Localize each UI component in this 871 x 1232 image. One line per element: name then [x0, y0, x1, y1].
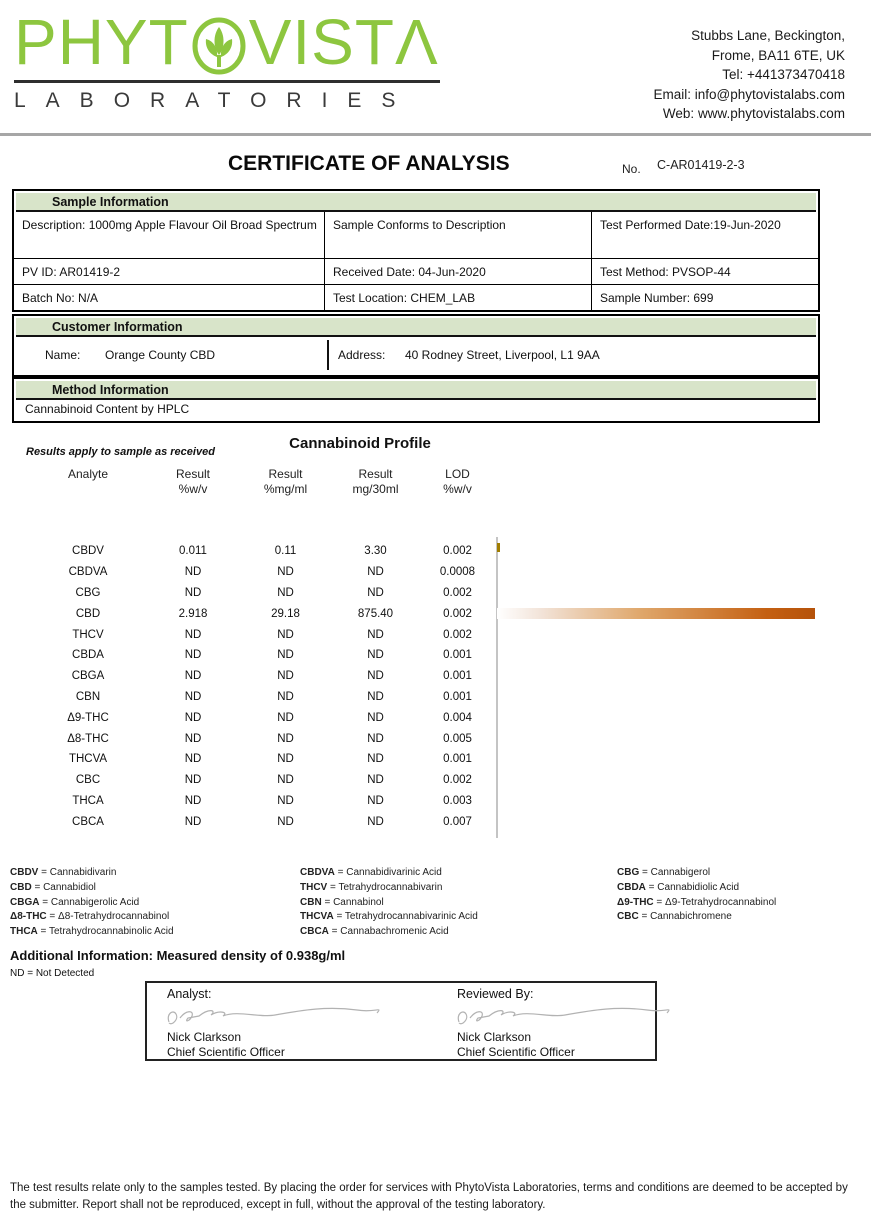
signature-box [145, 981, 657, 1061]
abbreviation-code: CBN [300, 896, 322, 908]
page-title: CERTIFICATE OF ANALYSIS [228, 152, 510, 175]
customer-information-section [12, 314, 820, 377]
cell-result-mgml: ND [277, 711, 294, 724]
cell-result-mgml: 0.11 [274, 545, 297, 558]
cell-result-mgml: ND [277, 586, 294, 599]
cell-analyte: Δ8-THC [67, 732, 109, 745]
cell-result-mg30ml: 875.40 [357, 607, 394, 620]
analyte-row [30, 687, 871, 708]
cell-analyte: THCVA [68, 753, 108, 766]
abbreviation-item: CBDVA = Cannabidivarinic Acid [300, 867, 442, 878]
cell-result-mg30ml: ND [367, 711, 384, 724]
contact-line: Tel: +441373470418 [722, 67, 845, 82]
sample-info-cell: Description: 1000mg Apple Flavour Oil Broad Spectrum [14, 212, 325, 258]
column-header [30, 467, 146, 497]
abbreviations-column-3 [617, 866, 776, 925]
abbreviation-item: CBC = Cannabichromene [617, 911, 732, 923]
analyte-row [30, 811, 871, 832]
cell-result-mgml: ND [277, 670, 294, 683]
analyte-row [30, 645, 871, 666]
abbreviations-column-2 [300, 866, 478, 940]
sample-info-cell: Test Performed Date:19-Jun-2020 [600, 218, 781, 232]
cell-lod: 0.001 [443, 753, 472, 766]
analyst-title: Chief Scientific Officer [167, 1045, 285, 1059]
abbreviation-item: CBCA = Cannabachromenic Acid [300, 926, 449, 938]
cell-lod: 0.0008 [439, 566, 476, 579]
abbreviations-column-1 [10, 866, 174, 940]
column-header-line2: %w/v [178, 482, 208, 496]
cell-result-wv: ND [184, 566, 202, 579]
cell-lod: 0.007 [443, 815, 472, 828]
abbreviation-code: CBGA [10, 896, 40, 908]
cell-result-wv: ND [184, 794, 202, 807]
abbreviation-item: THCA = Tetrahydrocannabinolic Acid [10, 926, 174, 938]
cell-result-mgml: ND [277, 774, 294, 787]
cell-result-mg30ml: ND [367, 753, 384, 766]
result-bar [497, 608, 815, 619]
cell-analyte: THCA [72, 794, 104, 807]
cell-analyte: CBD [75, 607, 101, 620]
customer-divider [327, 340, 329, 370]
certificate-no-value: C-AR01419-2-3 [657, 158, 745, 172]
cell-result-mg30ml: 3.30 [364, 545, 387, 558]
contact-line: Stubbs Lane, Beckington, [691, 28, 845, 43]
nd-note: ND = Not Detected [10, 968, 95, 979]
cell-result-wv: 2.918 [178, 607, 208, 620]
reviewer-title: Chief Scientific Officer [457, 1045, 575, 1059]
column-header-line2: %w/v [443, 482, 472, 496]
results-note: Results apply to sample as received [26, 446, 215, 458]
sample-info-cell: Test Location: CHEM_LAB [325, 284, 592, 310]
cell-result-wv: ND [184, 670, 202, 683]
profile-table [0, 541, 871, 832]
analyte-row [30, 728, 871, 749]
cell-result-mg30ml: ND [367, 794, 384, 807]
cell-lod: 0.001 [443, 690, 472, 703]
logo-subtitle: LABORATORIES [14, 80, 440, 113]
abbreviation-item: THCV = Tetrahydrocannabivarin [300, 881, 443, 893]
cell-result-wv: ND [184, 649, 202, 662]
cell-lod: 0.001 [443, 649, 472, 662]
abbreviation-code: THCV [300, 881, 328, 893]
analyte-row [30, 707, 871, 728]
column-header-line1: Result [268, 467, 303, 481]
sample-info-cell: Batch No: N/A [14, 284, 325, 310]
column-header-line1: Analyte [67, 467, 109, 481]
cell-analyte: CBDA [72, 649, 104, 662]
cell-analyte: CBDV [72, 545, 104, 558]
abbreviation-item: CBGA = Cannabigerolic Acid [10, 896, 140, 908]
cell-analyte: CBG [75, 586, 101, 599]
analyte-row [30, 603, 871, 624]
cell-result-mgml: 29.18 [271, 607, 300, 620]
column-header-line1: Result [175, 467, 210, 481]
cell-result-mgml: ND [277, 690, 294, 703]
abbreviation-code: CBG [617, 867, 640, 878]
abbreviation-code: CBDV [10, 867, 39, 878]
column-header [420, 467, 495, 497]
abbreviation-code: Δ9-THC [617, 896, 654, 908]
abbreviation-code: CBD [10, 881, 32, 893]
cell-result-mgml: ND [277, 753, 294, 766]
column-header [240, 467, 331, 497]
cell-result-mgml: ND [277, 628, 294, 641]
sample-info-cell: Test Method: PVSOP-44 [592, 258, 818, 284]
customer-information-header: Customer Information [16, 318, 816, 337]
column-header [331, 467, 420, 497]
abbreviation-code: CBC [617, 911, 639, 923]
additional-information: Additional Information: Measured density of 0.938g/ml [10, 948, 346, 963]
abbreviation-code: THCA [10, 926, 38, 938]
cell-lod: 0.002 [443, 545, 472, 558]
sample-information-table [14, 212, 818, 310]
cell-analyte: CBC [75, 774, 101, 787]
reviewed-by-label: Reviewed By: [457, 987, 534, 1001]
abbreviation-code: CBDVA [300, 867, 335, 878]
certificate-no-label: No. [622, 162, 641, 176]
logo-text-a: Λ [394, 6, 439, 78]
column-header-line2: mg/30ml [352, 482, 399, 496]
column-header-line1: Result [358, 467, 393, 481]
sample-information-section [12, 189, 820, 312]
cell-analyte: CBN [75, 690, 101, 703]
cell-result-wv: ND [184, 711, 202, 724]
analyte-row [30, 583, 871, 604]
column-header [146, 467, 240, 497]
profile-title: Cannabinoid Profile [289, 435, 431, 452]
cell-result-mg30ml: ND [367, 670, 384, 683]
cell-lod: 0.003 [443, 794, 472, 807]
cell-result-mgml: ND [277, 794, 294, 807]
cell-lod: 0.004 [443, 711, 472, 724]
reviewer-block [457, 987, 697, 1059]
header-divider [0, 133, 871, 136]
customer-address-value: 40 Rodney Street, Liverpool, L1 9AA [405, 348, 600, 362]
cell-lod: 0.002 [443, 586, 472, 599]
customer-name-value: Orange County CBD [105, 348, 216, 362]
cell-result-wv: ND [184, 732, 202, 745]
cell-result-mgml: ND [277, 566, 294, 579]
cell-result-mg30ml: ND [367, 649, 384, 662]
cell-analyte: CBCA [72, 815, 104, 828]
leaf-icon [191, 15, 247, 75]
cell-lod: 0.001 [443, 670, 472, 683]
profile-column-headers [30, 467, 495, 497]
analyte-row [30, 624, 871, 645]
abbreviation-code: CBDA [617, 881, 646, 893]
cell-result-wv: ND [184, 774, 202, 787]
cell-result-wv: 0.011 [179, 545, 207, 558]
abbreviation-item: THCVA = Tetrahydrocannabivarinic Acid [300, 911, 478, 923]
contact-info [653, 26, 845, 124]
cell-result-mgml: ND [277, 732, 294, 745]
contact-line: Email: info@phytovistalabs.com [653, 86, 845, 102]
cell-analyte: Δ9-THC [67, 711, 109, 724]
analyst-signature [161, 1002, 391, 1032]
sample-info-cell: Sample Number: 699 [592, 284, 818, 310]
cell-analyte: CBGA [71, 670, 105, 683]
abbreviation-item: CBD = Cannabidiol [10, 881, 96, 893]
cell-lod: 0.002 [443, 607, 472, 620]
cell-result-wv: ND [184, 753, 202, 766]
abbreviation-item: Δ9-THC = Δ9-Tetrahydrocannabinol [617, 896, 777, 908]
analyte-row [30, 791, 871, 812]
reviewer-signature [451, 1002, 681, 1032]
cell-result-mgml: ND [277, 815, 294, 828]
method-information-section [12, 377, 820, 423]
abbreviation-item: CBG = Cannabigerol [617, 867, 711, 878]
cell-result-wv: ND [184, 815, 202, 828]
abbreviation-code: THCVA [300, 911, 334, 923]
cell-result-mgml: ND [277, 649, 294, 662]
analyte-row [30, 770, 871, 791]
method-information-header: Method Information [16, 381, 816, 400]
column-header-line2: %mg/ml [263, 482, 308, 496]
cell-lod: 0.002 [443, 628, 472, 641]
cell-result-mg30ml: ND [367, 628, 384, 641]
cell-result-mg30ml: ND [367, 690, 384, 703]
method-value: Cannabinoid Content by HPLC [25, 402, 190, 416]
abbreviation-item: Δ8-THC = Δ8-Tetrahydrocannabinol [10, 911, 170, 923]
abbreviation-item: CBN = Cannabinol [300, 896, 384, 908]
cell-analyte: CBDVA [68, 566, 108, 579]
phytovista-logo [14, 6, 444, 113]
contact-line: Frome, BA11 6TE, UK [711, 47, 845, 63]
analyst-label: Analyst: [167, 987, 212, 1001]
sample-info-cell: Received Date: 04-Jun-2020 [325, 258, 592, 284]
analyst-block [167, 987, 407, 1059]
abbreviation-code: CBCA [300, 926, 329, 938]
analyst-name: Nick Clarkson [167, 1030, 242, 1044]
sample-info-cell: PV ID: AR01419-2 [14, 258, 325, 284]
analyte-row [30, 562, 871, 583]
logo-text-vist: VIST [248, 6, 395, 78]
cell-result-mg30ml: ND [367, 732, 384, 745]
cell-result-mg30ml: ND [367, 566, 384, 579]
logo-text-phyt: PHYT [14, 6, 189, 78]
sample-info-cell: Sample Conforms to Description [325, 212, 592, 258]
column-header-line1: LOD [445, 467, 470, 481]
customer-address-label: Address: [338, 348, 386, 362]
customer-name-label: Name: [45, 348, 81, 362]
result-bar [497, 543, 500, 552]
abbreviation-item: CBDA = Cannabidiolic Acid [617, 881, 740, 893]
analyte-row [30, 666, 871, 687]
analyte-row [30, 749, 871, 770]
contact-line: Web: www.phytovistalabs.com [662, 106, 845, 121]
cell-analyte: THCV [72, 628, 104, 641]
customer-information-row [14, 337, 818, 375]
abbreviation-code: Δ8-THC [10, 911, 47, 923]
cell-result-mg30ml: ND [367, 815, 384, 828]
reviewer-name: Nick Clarkson [457, 1030, 532, 1044]
abbreviation-item: CBDV = Cannabidivarin [10, 867, 117, 878]
logo-wordmark [14, 6, 444, 78]
cell-lod: 0.005 [443, 732, 472, 745]
cell-result-mg30ml: ND [367, 586, 384, 599]
sample-information-header: Sample Information [16, 193, 816, 212]
footer-disclaimer: The test results relate only to the samples tested. By placing the order for services with PhytoVista Laboratories, terms and conditions are deemed to be accepted by the submitter. Report shall not be reproduced, except in full, without the approval of the testing laboratory. [10, 1182, 848, 1211]
analyte-row [30, 541, 871, 562]
cell-lod: 0.002 [443, 774, 472, 787]
cell-result-wv: ND [184, 690, 202, 703]
cell-result-wv: ND [184, 586, 202, 599]
cell-result-mg30ml: ND [367, 774, 384, 787]
cell-result-wv: ND [184, 628, 202, 641]
